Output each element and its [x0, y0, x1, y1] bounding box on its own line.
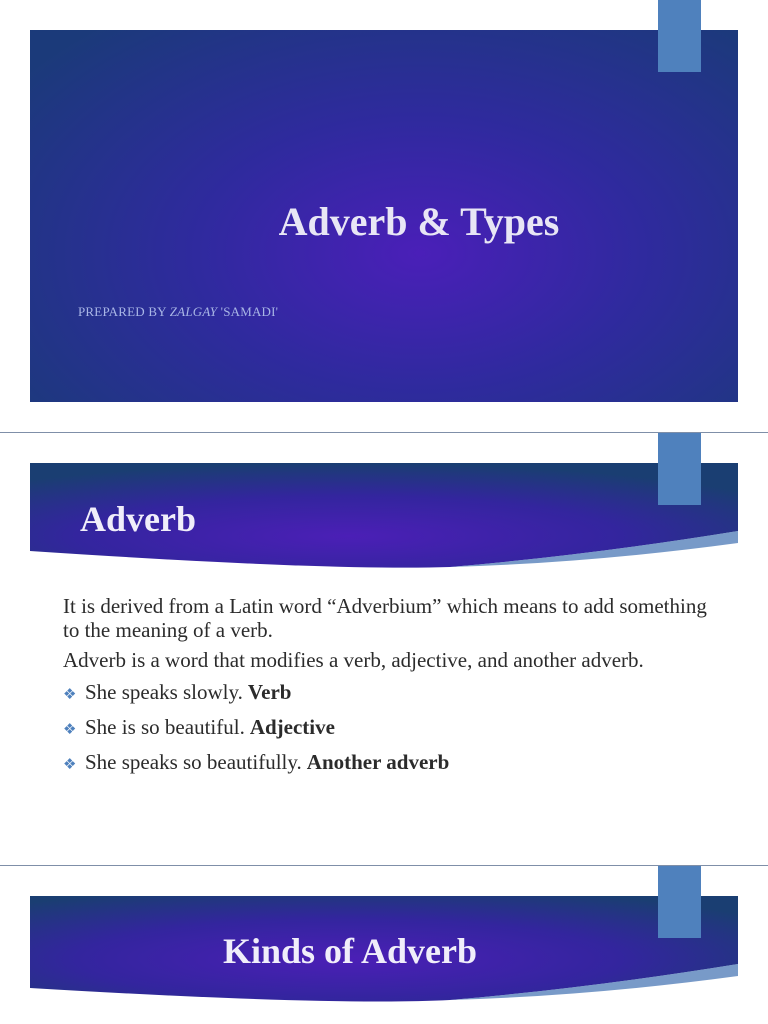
list-item: ❖ She is so beautiful. Adjective [63, 715, 335, 739]
presentation-title: Adverb & Types [278, 199, 560, 244]
presentation-subtitle: PREPARED BY ZALGAY 'SAMADI' [78, 304, 279, 319]
accent-tab [658, 433, 701, 505]
paragraph: It is derived from a Latin word “Adverbium” which means to add something to the meaning of a verb. [63, 594, 707, 642]
slide-heading: Adverb [80, 499, 196, 539]
list-item: ❖ She speaks slowly. Verb [63, 680, 292, 704]
diamond-bullet-icon: ❖ [63, 755, 77, 773]
accent-tab [658, 0, 701, 72]
list-item: ❖ She speaks so beautifully. Another adverb [63, 750, 450, 774]
accent-tab [658, 866, 701, 938]
slide-heading: Kinds of Adverb [222, 931, 478, 971]
slide-body [63, 594, 723, 785]
slide-title [0, 0, 768, 432]
paragraph: Adverb is a word that modifies a verb, adjective, and another adverb. [63, 648, 644, 672]
slide-divider [0, 865, 768, 866]
diamond-bullet-icon: ❖ [63, 720, 77, 738]
diamond-bullet-icon: ❖ [63, 685, 77, 703]
